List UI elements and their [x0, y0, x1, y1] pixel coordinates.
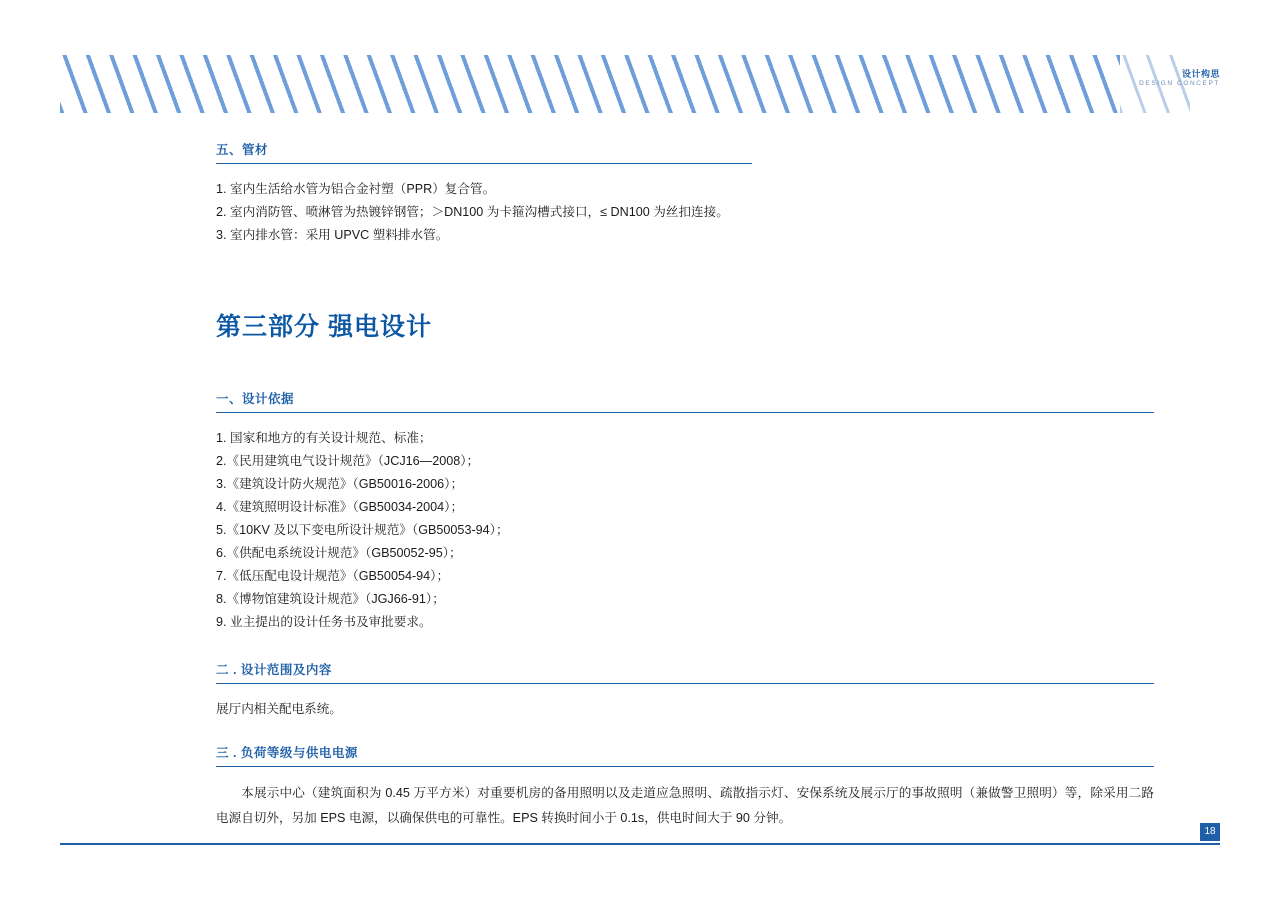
list-item: 1. 室内生活给水管为铝合金衬塑（PPR）复合管。	[216, 182, 496, 196]
section-load-paragraph-text: 本展示中心（建筑面积为 0.45 万平方米）对重要机房的备用照明以及走道应急照明、疏散指示灯、安保系统及展示厅的事故照明（兼做警卫照明）等，除采用二路电源自切外，另加 EPS 电源，以确保供电的可靠性。EPS 转换时间小于 0.1s，供电时间大于 90 分钟。	[216, 786, 1154, 825]
header-label	[1139, 69, 1220, 88]
list-item: 7.《低压配电设计规范》（GB50054-94）；	[216, 569, 450, 583]
list-item: 6.《供配电系统设计规范》（GB50052-95）；	[216, 546, 462, 560]
list-item: 8.《博物馆建筑设计规范》（JGJ66-91）；	[216, 592, 445, 606]
section-pipes-body	[216, 178, 1186, 247]
page-number-badge: 18	[1200, 823, 1220, 841]
section-scope-heading: 二 . 设计范围及内容	[216, 663, 332, 677]
header-label-en: DESIGN CONCEPT	[1139, 80, 1220, 88]
section-basis	[216, 389, 1186, 634]
list-item: 5.《10KV 及以下变电所设计规范》（GB50053-94）；	[216, 523, 509, 537]
list-item: 2.《民用建筑电气设计规范》（JCJ16—2008）；	[216, 454, 480, 468]
section-basis-heading: 一、设计依据	[216, 392, 295, 406]
section-pipes-heading: 五、管材	[216, 143, 269, 157]
section-load-paragraph	[216, 781, 1154, 831]
part-title: 第三部分 强电设计	[216, 313, 432, 341]
section-scope-divider	[216, 683, 1154, 684]
section-basis-body	[216, 427, 1186, 634]
document-content	[216, 140, 1186, 857]
list-item: 4.《建筑照明设计标准》（GB50034-2004）；	[216, 500, 464, 514]
list-item: 展厅内相关配电系统。	[216, 702, 342, 716]
page-header	[60, 55, 1220, 113]
header-stripe-pattern	[60, 55, 1120, 113]
list-item: 3.《建筑设计防火规范》（GB50016-2006）；	[216, 477, 464, 491]
section-load	[216, 743, 1186, 831]
section-scope	[216, 660, 1186, 721]
section-load-divider	[216, 766, 1154, 767]
section-pipes-divider	[216, 163, 752, 164]
section-basis-divider	[216, 412, 1154, 413]
list-item: 9. 业主提出的设计任务书及审批要求。	[216, 615, 432, 629]
section-load-heading: 三 . 负荷等级与供电电源	[216, 746, 358, 760]
section-scope-body	[216, 698, 1186, 721]
section-pipes	[216, 140, 1186, 247]
list-item: 3. 室内排水管：采用 UPVC 塑料排水管。	[216, 228, 449, 242]
list-item: 1. 国家和地方的有关设计规范、标准；	[216, 431, 432, 445]
list-item: 2. 室内消防管、喷淋管为热镀锌钢管；＞DN100 为卡箍沟槽式接口，≤ DN100 为丝扣连接。	[216, 205, 729, 219]
footer-divider	[60, 843, 1220, 845]
header-label-cn: 设计构思	[1181, 69, 1220, 79]
